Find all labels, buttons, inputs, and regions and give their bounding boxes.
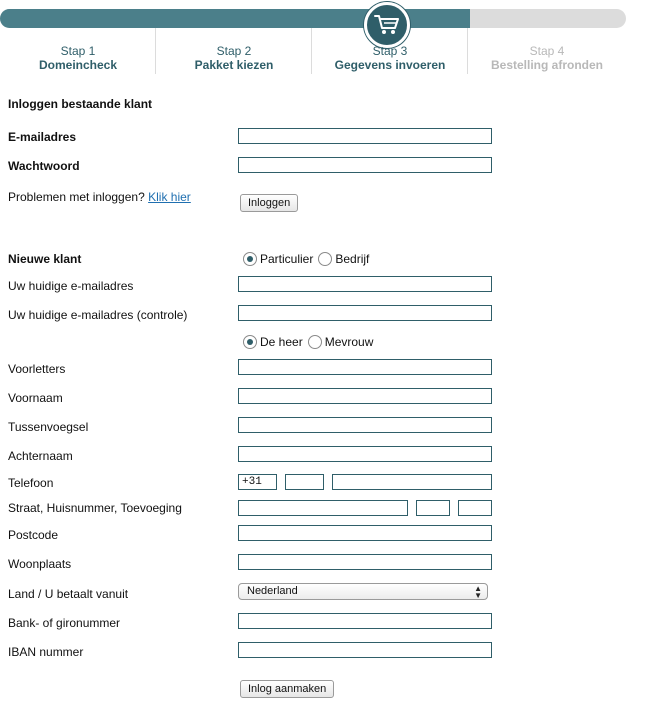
iban-label: IBAN nummer xyxy=(8,645,84,659)
step-number: Stap 2 xyxy=(216,44,252,58)
email-confirm-input[interactable] xyxy=(238,305,492,321)
country-label: Land / U betaalt vanuit xyxy=(8,587,129,601)
city-label: Woonplaats xyxy=(8,557,72,571)
select-arrows-icon: ▲ ▼ xyxy=(474,584,482,600)
phone-prefix-input[interactable] xyxy=(238,474,277,490)
radio-de-heer-label: De heer xyxy=(260,335,303,349)
postcode-label: Postcode xyxy=(8,528,59,542)
step-4 xyxy=(468,28,626,74)
street-input[interactable] xyxy=(238,500,408,516)
step-list xyxy=(0,28,626,74)
login-section-title: Inloggen bestaande klant xyxy=(8,97,153,111)
lastname-label: Achternaam xyxy=(8,449,73,463)
email-confirm-label: Uw huidige e-mailadres (controle) xyxy=(8,308,188,322)
new-customer-title: Nieuwe klant xyxy=(8,252,82,266)
bank-input[interactable] xyxy=(238,613,492,629)
addition-input[interactable] xyxy=(458,500,492,516)
step-number: Stap 1 xyxy=(60,44,96,58)
radio-bedrijf[interactable] xyxy=(318,252,332,266)
housenumber-input[interactable] xyxy=(416,500,450,516)
radio-mevrouw-label: Mevrouw xyxy=(324,335,374,349)
login-help-link[interactable]: Klik hier xyxy=(148,190,191,204)
step-name: Gegevens invoeren xyxy=(334,58,446,72)
radio-particulier[interactable] xyxy=(243,252,257,266)
step-1 xyxy=(0,28,156,74)
login-button[interactable]: Inloggen xyxy=(240,194,298,212)
email-label: Uw huidige e-mailadres xyxy=(8,279,134,293)
iban-input[interactable] xyxy=(238,642,492,658)
customer-type-group xyxy=(243,252,374,266)
country-select-value: Nederland xyxy=(247,585,298,597)
email-input[interactable] xyxy=(238,276,492,292)
firstname-input[interactable] xyxy=(238,388,492,404)
login-problem-text xyxy=(8,190,191,204)
initials-input[interactable] xyxy=(238,359,492,375)
lastname-input[interactable] xyxy=(238,446,492,462)
login-password-label: Wachtwoord xyxy=(8,159,80,173)
infix-input[interactable] xyxy=(238,417,492,433)
country-select[interactable] xyxy=(238,583,488,600)
login-password-input[interactable] xyxy=(238,157,492,173)
radio-particulier-label: Particulier xyxy=(260,252,314,266)
login-problem-label: Problemen met inloggen? xyxy=(8,190,145,204)
step-2 xyxy=(156,28,312,74)
radio-de-heer[interactable] xyxy=(243,335,257,349)
postcode-input[interactable] xyxy=(238,525,492,541)
initials-label: Voorletters xyxy=(8,362,66,376)
step-name: Pakket kiezen xyxy=(194,58,274,72)
street-label: Straat, Huisnummer, Toevoeging xyxy=(8,501,182,515)
salutation-group xyxy=(243,335,378,349)
progress-bar xyxy=(0,9,626,28)
phone-number-input[interactable] xyxy=(332,474,492,490)
create-account-button[interactable]: Inlog aanmaken xyxy=(240,680,334,698)
radio-bedrijf-label: Bedrijf xyxy=(335,252,370,266)
step-3 xyxy=(312,28,468,74)
infix-label: Tussenvoegsel xyxy=(8,420,89,434)
step-name: Bestelling afronden xyxy=(490,58,603,72)
step-name: Domeincheck xyxy=(38,58,118,72)
login-email-input[interactable] xyxy=(238,128,492,144)
login-email-label: E-mailadres xyxy=(8,130,77,144)
step-number: Stap 3 xyxy=(372,44,408,58)
bank-label: Bank- of gironummer xyxy=(8,616,121,630)
city-input[interactable] xyxy=(238,554,492,570)
radio-mevrouw[interactable] xyxy=(308,335,322,349)
phone-area-input[interactable] xyxy=(285,474,324,490)
firstname-label: Voornaam xyxy=(8,391,63,405)
phone-label: Telefoon xyxy=(8,476,54,490)
step-number: Stap 4 xyxy=(529,44,565,58)
